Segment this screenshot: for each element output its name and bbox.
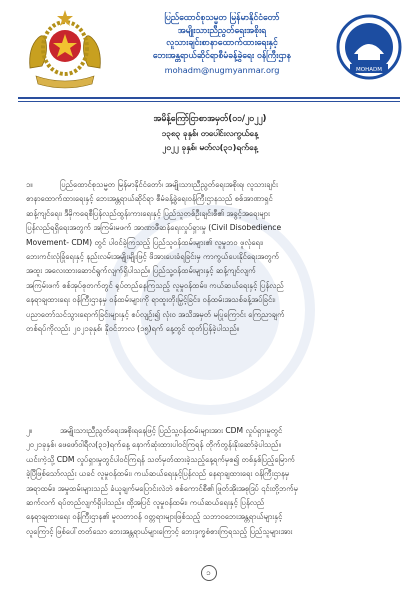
paragraph-1 [26, 178, 394, 336]
ministry-logo-text: MOHADM [356, 67, 382, 73]
paragraph-line: ၂၀၂၁ခုနှစ်၊ ဖေဖော်ဝါရီလ(၃၁)ရက်နေ့ နောက်ဆုံးထားပါဝင်ကြရန် တိုက်တွန်းနိုးဆော်ခဲ့ပါသည်။ [26, 440, 281, 450]
paragraph-line: အရာထမ်း၊ အမှုထမ်းများသည် ခံယူချက်မပြောင်းလဲဘဲ စစ်ကောင်စီ၏ ဖြုတ်အိုးအစုဒြပ် ၎င်းတို့ဘက်မှ [26, 483, 298, 493]
announcement-heading [40, 112, 380, 154]
ministry-name-block [110, 12, 334, 77]
paragraph-line: လူကြောင့် ဖြစ်ပေါ်တတ်သော ဘေးအန္တရာယ်များကြောင့် ဘေးဒုက္ခစံစားကြရသည့် ပြည်သူများအား [26, 526, 293, 536]
header-rule [18, 97, 400, 99]
announcement-date-gregorian: ၂၀၂၂ ခုနှစ်၊ မတ်လ(၃၁)ရက်နေ့ [162, 142, 258, 152]
paragraph-line: ခဲ့ပြီဖြစ်သော်လည်း ယခင် လူမှုဝန်ထမ်း၊ ကယ်ဆယ်ရေးနှင့်ပြန်လည် နေရာချထားရေး ဝန်ကြီးဌာနမှ [26, 469, 290, 479]
contact-email[interactable]: mohadm@nugmyanmar.org [164, 65, 280, 76]
header-rule-thin [18, 101, 400, 102]
header-line-country: ပြည်ထောင်စုသမ္မတ မြန်မာနိုင်ငံတော် [164, 13, 280, 23]
paragraph-line: အထူး အလေးထားဆောင်ရွက်လျက်ရှိပါသည်။ ပြည်သူ့ဝန်ထမ်းများနှင့် ဆန့်ကျင်လျက် [26, 266, 256, 276]
state-emblem-logo [26, 8, 104, 90]
announcement-title: အမိန့်ကြော်ငြာစာအမှတ်(၀၁/၂၀၂၂) [153, 114, 267, 124]
header-line-government: အမျိုးသားညီညွတ်ရေးအစိုးရ [177, 25, 267, 36]
announcement-date-lunar: ၁၃၈၃ ခုနှစ်၊ တပေါင်းလကွယ်နေ့ [161, 128, 259, 138]
paragraph-line: ဆန့်ကျင်ရေး၊ ဒီမိုကရေစီပြန်လည်ထွန်းကားရေးနှင့် ပြည်သူတစ်ဦးချင်းစီ၏ အခွင့်အရေးများ [26, 208, 270, 218]
letterhead [18, 8, 400, 96]
paragraph-line: ပညာတော်သင်သွားရောက်ခြင်းများနှင့် စပ်လျဉ်း၍ လုံးဝ အသိအမှတ် မပြုကြောင်း ကြေညာချက် [26, 309, 285, 319]
paragraph-line: နေရာချထားရေး ဝန်ကြီးဌာန၏ မူလတာဝန် ဝတ္တရားများဖြစ်သည့် သဘာဝဘေးအန္တရာယ်များနှင့် [26, 512, 283, 522]
paragraph-line: စာနာထောက်ထားရေးနှင့် ဘေးအန္တရာယ်ဆိုင်ရာ စီမံခန့်ခွဲရေးဝန်ကြီးဌာနသည် စစ်အာဏာရှင် [26, 194, 273, 204]
header-line-ministry-2: ဘေးအန္တရာယ်ဆိုင်ရာစီမံခန့်ခွဲရေး ဝန်ကြီးဌာန [152, 50, 292, 61]
paragraph-number: ၁။ [26, 180, 33, 189]
paragraph-body [26, 424, 394, 539]
paragraph-line: ပြန်လည်ရရှိရေးအတွက် အကြမ်းမဖက် အာဏာဖီဆန်ရေးလှုပ်ရှားမှု (Civil Disobedience [26, 223, 282, 233]
ministry-logo [336, 14, 402, 84]
paragraph-number: ၂။ [26, 426, 33, 435]
paragraph-line: ယင်းကဲ့သို့ CDM လှုပ်ရှားမှုတွင်ပါဝင်ကြရန် သတ်မှတ်ထားခဲ့သည့်နေ့ရက်မှစ၍ တစ်နှစ်ပြည့်မြောက် [26, 454, 295, 464]
header-line-ministry-1: လူသားချင်းစာနာထောက်ထားရေးနှင့် [166, 38, 278, 49]
paragraph-line: ဆက်လက် ရပ်တည်လျက်ရှိပါသည်။ ထို့အပြင် လူမှုဝန်ထမ်း၊ ကယ်ဆယ်ရေးနှင့် ပြန်လည် [26, 498, 265, 508]
page-footer [0, 560, 417, 581]
paragraph-body [26, 178, 394, 336]
page-number: ၁ [201, 565, 217, 581]
paragraph-line: ဘေးကင်းလုံခြုံရေးနှင့် နည်းလမ်းအမျိုးမျိုးဖြင့် ဖိအားပေးခံရခြင်းမှ ကာကွယ်ပေးနိုင်ရေးအတွက် [26, 252, 280, 262]
paragraph-line: အကြမ်းဖက် စစ်အုပ်စုတက်တွင် ရုပ်တည်နေကြသည့် လူမှုဝန်ထမ်း၊ ကယ်ဆယ်ရေးနှင့် ပြန်လည် [26, 280, 284, 290]
paragraph-line: ပြည်ထောင်စုသမ္မတ မြန်မာနိုင်ငံတော်၊ အမျိုးသားညီညွတ်ရေးအစိုးရ၊ လူသားချင်း [60, 180, 278, 189]
paragraph-2 [26, 424, 394, 539]
paragraph-line: Movement- CDM) တွင် ပါဝင်ခဲ့ကြသည့် ပြည်သူဝန်ထမ်းများ၏ လူမှုဘဝ ဖူလုံရေး၊ [26, 237, 264, 247]
paragraph-line: တစ်ရပ်ကိုလည်း ၂၀၂၁ခုနှစ်၊ နိုဝင်ဘာလ (၁၅)ရက် နေ့တွင် ထုတ်ပြန်ခဲ့ပါသည်။ [26, 324, 239, 334]
paragraph-line: အမျိုးသားညီညွတ်ရေးအစိုးရနေဖြင့် ပြည်သူ့ဝန်ထမ်းများအား CDM လှုပ်ရှားမှုတွင် [60, 426, 283, 435]
paragraph-line: နေရာချထားရေး ဝန်ကြီးဌာနမှ ဝန်ထမ်းများကို ရာထူးတိုးမြှင့်ခြင်း၊ ဝန်ထမ်းအသစ်ခန့်အပ်ခြင်း၊ [26, 295, 276, 305]
